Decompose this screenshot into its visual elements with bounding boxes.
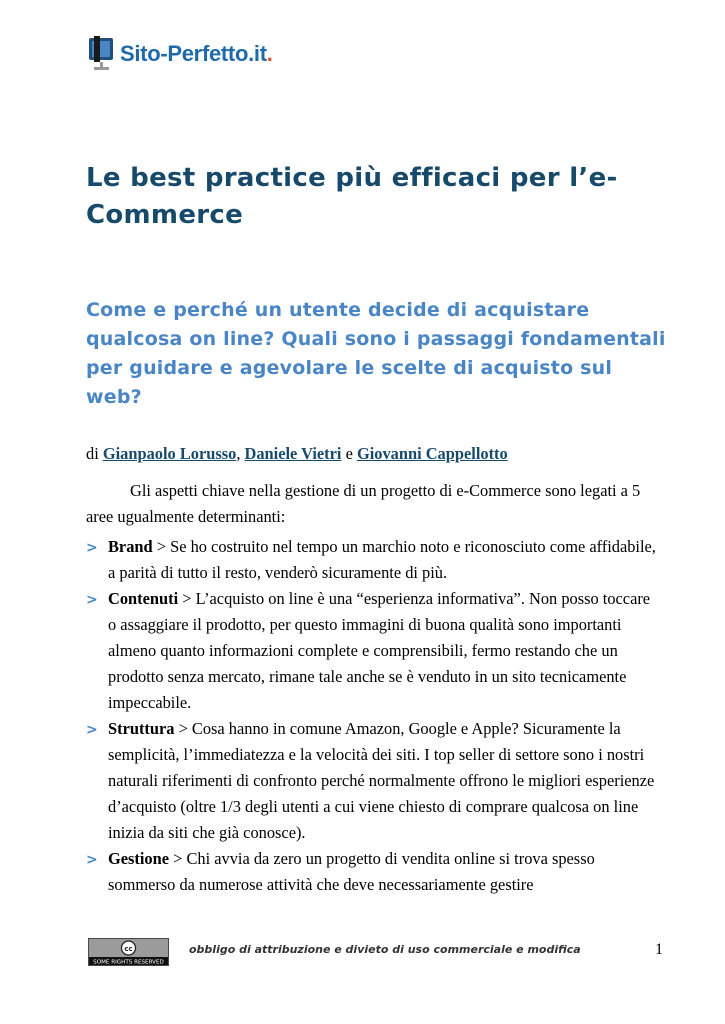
intro-paragraph: Gli aspetti chiave nella gestione di un progetto di e-Commerce sono legati a 5 aree ugualmente determinanti:	[86, 481, 641, 526]
logo-wordmark: Sito-Perfetto.it.	[120, 41, 273, 66]
site-logo[interactable]	[86, 34, 273, 74]
page-number: 1	[655, 941, 663, 958]
author-link-vietri[interactable]: Daniele Vietri	[244, 444, 342, 463]
badge-caption: SOME RIGHTS RESERVED	[93, 959, 164, 965]
book-monitor-logo-icon	[86, 34, 116, 74]
list-item-text: > Chi avvia da zero un progetto di vendita online si trova spesso sommerso da numerose attività che deve necessariamente gestire	[108, 849, 595, 894]
list-item-text: > L’acquisto on line è una “esperienza informativa”. Non posso toccare o assaggiare il prodotto, per questo immagini di buona qualità sono importanti almeno quanto informazioni complete e comprensibili, fermo restando che un prodotto senza mercato, rimane tale anche se è venduto in un sito tecnicamente impeccabile.	[108, 589, 651, 712]
list-item	[86, 716, 661, 846]
author-link-cappellotto[interactable]: Giovanni Cappellotto	[356, 444, 508, 463]
chevron-right-icon: >	[86, 722, 98, 738]
chevron-right-icon: >	[86, 540, 98, 556]
article-subtitle: Come e perché un utente decide di acquistare qualcosa on line? Quali sono i passaggi fondamentali per guidare e agevolare le scelte di acquisto sul web?	[86, 299, 666, 408]
list-item-text: > Se ho costruito nel tempo un marchio noto e riconosciuto come affidabile, a parità di tutto il resto, venderò sicuramente di più.	[108, 537, 656, 582]
chevron-right-icon: >	[86, 852, 98, 868]
list-item	[86, 846, 661, 898]
cc-icon-label: cc	[124, 945, 133, 953]
author-link-lorusso[interactable]: Gianpaolo Lorusso	[102, 444, 237, 463]
byline: di Gianpaolo Lorusso, Daniele Vietri e Giovanni Cappellotto	[86, 444, 508, 463]
list-item-text: > Cosa hanno in comune Amazon, Google e Apple? Sicuramente la semplicità, l’immediatezza e la velocità dei siti. I top seller di settore sono i nostri naturali riferimenti di confronto perché normalmente offrono le migliori esperienze d’acquisto (oltre 1/3 degli utenti a cui viene chiesto di comprare qualcosa on line inizia da siti che già conosce).	[108, 719, 655, 842]
article-title: Le best practice più efficaci per l’e-Commerce	[86, 163, 618, 230]
list-item-term: Gestione	[108, 849, 170, 868]
list-item	[86, 586, 661, 716]
list-item-term: Struttura	[108, 719, 175, 738]
creative-commons-badge[interactable]	[88, 938, 169, 966]
list-item-term: Brand	[108, 537, 153, 556]
list-item	[86, 534, 661, 586]
license-notice: obbligo di attribuzione e divieto di uso commerciale e modifica	[189, 943, 581, 956]
list-item-term: Contenuti	[108, 589, 179, 608]
key-areas-list	[86, 534, 661, 898]
chevron-right-icon: >	[86, 592, 98, 608]
